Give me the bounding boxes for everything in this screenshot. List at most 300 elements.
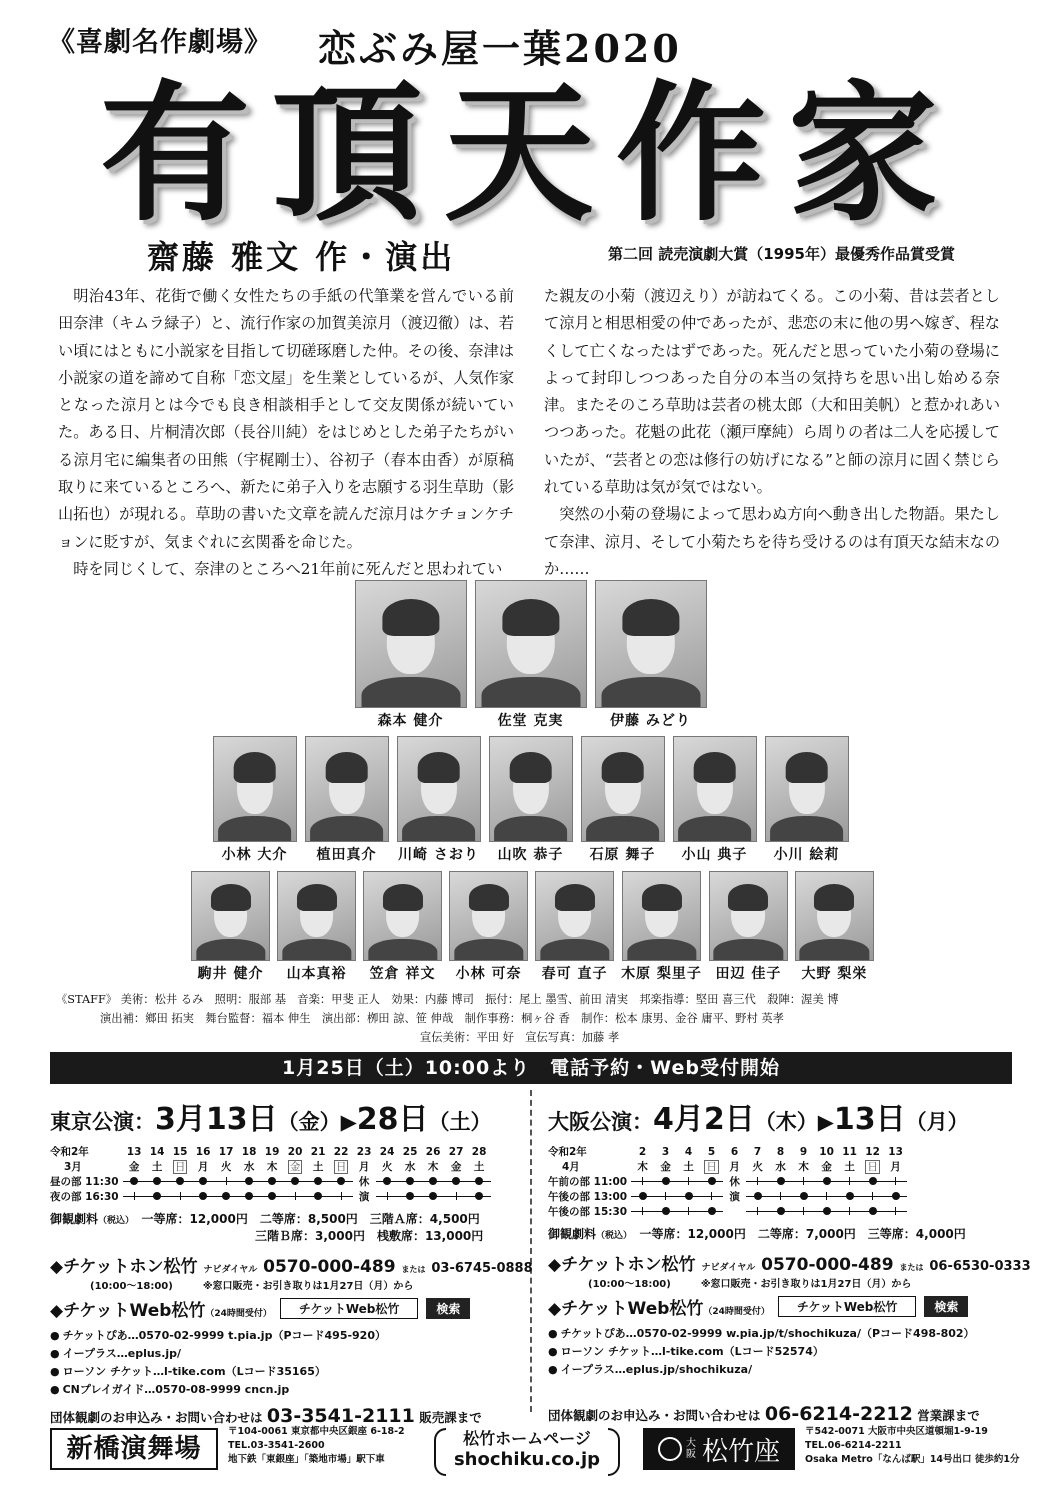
address-line: 〒104-0061 東京都中央区銀座 6-18-2 xyxy=(228,1426,405,1437)
closed-day-label: 休 xyxy=(729,1176,740,1188)
performance-cell xyxy=(376,1174,399,1189)
cast-name: 小林 可奈 xyxy=(455,966,522,982)
performance-cell xyxy=(769,1204,792,1219)
cast-name: 木原 梨里子 xyxy=(621,966,702,982)
start-date: 4月2日 xyxy=(653,1102,755,1137)
performance-cell xyxy=(700,1204,723,1219)
cast-member xyxy=(277,871,356,983)
osaka-run-title xyxy=(548,1094,1018,1138)
performance-cell xyxy=(838,1189,861,1204)
group-number[interactable]: 06-6214-2212 xyxy=(764,1403,913,1425)
cast-member xyxy=(765,736,849,864)
calendar-day: 13 xyxy=(126,1145,142,1158)
staff-line: 演出補：鄉田 拓実 舞台監督：福本 伸生 演出部：栁田 諒、笹 伸哉 制作事務：桐ヶ谷 香 制作：松本 康男、金谷 庸平、野村 英孝 xyxy=(100,1012,784,1025)
start-weekday: （木） xyxy=(754,1110,818,1134)
calendar-day: 22 xyxy=(333,1145,349,1158)
performance-cell xyxy=(169,1189,192,1204)
cast-member xyxy=(581,736,665,864)
start-weekday: （金） xyxy=(277,1110,341,1134)
calendar-day: 26 xyxy=(425,1145,441,1158)
calendar-weekday xyxy=(700,1159,723,1174)
cast-photo xyxy=(191,871,270,961)
cast-name: 佐堂 克実 xyxy=(497,713,564,729)
group-number[interactable]: 03-3541-2111 xyxy=(266,1405,415,1427)
performance-dot xyxy=(337,1177,345,1185)
cast-photo xyxy=(449,871,528,961)
end-date: 28日 xyxy=(356,1102,429,1137)
performance-dot xyxy=(823,1207,831,1215)
synopsis-left-column xyxy=(58,283,514,583)
performance-cell xyxy=(284,1174,307,1189)
cast-name: 植田真介 xyxy=(316,847,377,863)
cast-member xyxy=(213,736,297,864)
no-performance-tick xyxy=(688,1207,689,1215)
cast-name: 大野 梨栄 xyxy=(801,966,868,982)
no-performance-tick xyxy=(803,1207,804,1215)
weekday-label: 土 xyxy=(844,1161,855,1173)
performance-dot xyxy=(662,1207,670,1215)
or-label: または xyxy=(899,1263,924,1272)
venue-label: 東京公演： xyxy=(50,1110,155,1134)
weekday-label: 日 xyxy=(867,1161,878,1173)
performance-cell xyxy=(792,1204,815,1219)
performance-cell xyxy=(307,1174,330,1189)
synopsis-paragraph: 明治43年、花街で働く女性たちの手紙の代筆業を営んでいる前田奈津（キムラ緑子）と、流行作家の加賀美涼月（渡辺徹）は、若い頃にはともに小説家を目指して切磋琢磨した仲。その後、奈津は小説家の道を諦めて自称「恋文屋」を生業としているが、人気作家となった涼月とは今でも良き相談相手として交友関係が続いていた。ある日、片桐清次郎（長谷川純）をはじめとした弟子たちがいる涼月宅に編集者の田熊（宇梶剛士）、谷初子（春本由香）が原稿取りに来ているところへ、新たに弟子入りを志願する羽生草助（影山拓也）が現れる。草助の書いた文章を読んだ涼月はケチョンケチョンに貶すが、気まぐれに玄関番を命じた。 xyxy=(58,287,515,551)
calendar-day: 13 xyxy=(888,1145,903,1158)
calendar-weekday xyxy=(376,1159,399,1174)
osaka-phone-hours xyxy=(548,1275,1018,1290)
series-title: 《喜劇名作劇場》 xyxy=(48,27,272,58)
no-performance-tick xyxy=(642,1177,643,1185)
no-performance-tick xyxy=(456,1192,457,1200)
price-note: （税込） xyxy=(98,1216,130,1226)
cast-photo xyxy=(765,736,849,842)
price-line: 三階Ｂ席：3,000円 桟敷席：13,000円 xyxy=(255,1229,484,1243)
weekday-label: 土 xyxy=(151,1161,163,1173)
performance-cell xyxy=(330,1174,353,1189)
cast-name: 小川 絵莉 xyxy=(773,847,840,863)
performance-cell xyxy=(792,1189,815,1204)
performance-dot xyxy=(777,1207,785,1215)
performance-label: 午後の部 13:00 xyxy=(548,1191,628,1203)
shinbashi-address xyxy=(228,1425,405,1467)
cast-name: 田辺 佳子 xyxy=(715,966,782,982)
calendar-weekday xyxy=(861,1159,884,1174)
price-label: 御観劇料 xyxy=(50,1212,99,1226)
calendar-day: 16 xyxy=(195,1145,211,1158)
cast-photo xyxy=(363,871,442,961)
price-line: 一等席：12,000円 二等席：7,000円 三等席：4,000円 xyxy=(639,1227,966,1241)
main-title: 有頂天作家 xyxy=(99,66,960,242)
performance-cell xyxy=(654,1204,677,1219)
performance-cell xyxy=(677,1174,700,1189)
outlet-item: ● チケットぴあ…0570-02-9999 t.pia.jp（Pコード495-920） xyxy=(50,1327,520,1345)
calendar-day: 23 xyxy=(356,1145,372,1158)
cast-member xyxy=(595,580,707,730)
osaka-prices xyxy=(548,1225,1018,1242)
synopsis-paragraph: 時を同じくして、奈津のところへ21年前に死んだと思われてい xyxy=(73,559,503,578)
weekday-label: 金 xyxy=(289,1161,301,1173)
group-text: 団体観劇のお申込み・お問い合わせは xyxy=(50,1410,263,1425)
performance-cell xyxy=(746,1189,769,1204)
performance-cell xyxy=(723,1204,746,1219)
performance-cell xyxy=(399,1189,422,1204)
calendar-weekday xyxy=(422,1159,445,1174)
performance-cell xyxy=(654,1174,677,1189)
shinbashi-enbujo-logo: 新橋演舞場 xyxy=(50,1428,218,1470)
calendar-day: 20 xyxy=(287,1145,303,1158)
performance-cell xyxy=(838,1204,861,1219)
cast-photo xyxy=(581,736,665,842)
cast-name: 小山 典子 xyxy=(681,847,748,863)
staff-line: 宣伝美術：平田 好 宣伝写真：加藤 孝 xyxy=(420,1031,620,1044)
no-performance-tick xyxy=(665,1192,666,1200)
performance-cell xyxy=(261,1174,284,1189)
performance-cell xyxy=(700,1189,723,1204)
weekday-label: 木 xyxy=(637,1161,648,1173)
tokyo-phone-hours xyxy=(50,1277,520,1292)
cast-photo xyxy=(709,871,788,961)
performance-dot xyxy=(176,1177,184,1185)
performance-dot xyxy=(662,1177,670,1185)
performance-dot xyxy=(153,1177,161,1185)
no-performance-tick xyxy=(780,1192,781,1200)
weekday-label: 火 xyxy=(381,1161,393,1173)
arrow-icon: ▶ xyxy=(340,1110,357,1134)
performance-cell xyxy=(769,1189,792,1204)
performance-cell xyxy=(468,1174,491,1189)
phone-number-alt[interactable]: 06-6530-0333 xyxy=(929,1259,1031,1274)
performance-dot xyxy=(222,1192,230,1200)
osaka-schedule-calendar xyxy=(548,1144,1018,1219)
weekday-label: 月 xyxy=(197,1161,209,1173)
performance-cell xyxy=(769,1174,792,1189)
performance-cell xyxy=(723,1174,746,1189)
price-note: （税込） xyxy=(596,1231,628,1241)
performance-cell xyxy=(422,1174,445,1189)
calendar-month: 3月 xyxy=(64,1161,82,1173)
performance-dot xyxy=(268,1177,276,1185)
performance-dot xyxy=(475,1192,483,1200)
end-date: 13日 xyxy=(833,1102,906,1137)
performance-cell xyxy=(884,1204,907,1219)
cast-photo xyxy=(277,871,356,961)
performance-cell xyxy=(631,1174,654,1189)
weekday-label: 月 xyxy=(890,1161,901,1173)
performance-cell xyxy=(445,1189,468,1204)
weekday-label: 金 xyxy=(660,1161,671,1173)
performance-cell xyxy=(123,1174,146,1189)
no-performance-tick xyxy=(387,1192,388,1200)
cast-member xyxy=(397,736,481,864)
calendar-weekday xyxy=(631,1159,654,1174)
staff-line: 《STAFF》 美術：松井 るみ 照明：服部 基 音楽：甲斐 正人 効果：内藤 博司 振付：尾上 墨雪、前田 清実 邦楽指導：堅田 喜三代 殺陣：渥美 博 xyxy=(56,993,839,1006)
calendar-weekday xyxy=(238,1159,261,1174)
performance-dot xyxy=(153,1192,161,1200)
search-box[interactable]: チケットWeb松竹 xyxy=(280,1298,418,1319)
homepage-link[interactable] xyxy=(434,1426,620,1474)
performance-cell xyxy=(677,1204,700,1219)
calendar-day: 7 xyxy=(753,1145,762,1158)
no-performance-tick xyxy=(134,1192,135,1200)
cast-photo xyxy=(595,580,707,708)
outlet-item: ● イープラス…eplus.jp/shochikuza/ xyxy=(548,1361,1018,1379)
homepage-title: 松竹ホームページ xyxy=(463,1429,591,1448)
cast-row-3 xyxy=(0,871,1061,983)
no-performance-tick xyxy=(180,1192,181,1200)
subtitle: 恋ぶみ屋一葉2020 xyxy=(318,26,682,71)
calendar-day: 6 xyxy=(730,1145,739,1158)
cast-name: 笠倉 祥文 xyxy=(369,966,436,982)
performance-dot xyxy=(406,1177,414,1185)
calendar-year: 令和2年 xyxy=(548,1146,587,1158)
weekday-label: 木 xyxy=(266,1161,278,1173)
performance-dot xyxy=(245,1192,253,1200)
weekday-label: 金 xyxy=(128,1161,140,1173)
calendar-weekday xyxy=(468,1159,491,1174)
calendar-weekday xyxy=(261,1159,284,1174)
calendar-weekday xyxy=(792,1159,815,1174)
cast-photo xyxy=(489,736,573,842)
crest-icon xyxy=(658,1437,682,1461)
address-line: 〒542-0071 大阪市中央区道頓堀1-9-19 xyxy=(805,1426,988,1437)
osaka-shochikuza-logo xyxy=(643,1428,795,1470)
performance-cell xyxy=(146,1189,169,1204)
calendar-weekday xyxy=(146,1159,169,1174)
calendar-day: 12 xyxy=(865,1145,880,1158)
performance-cell xyxy=(215,1189,238,1204)
navi-dial-label: ナビダイヤル xyxy=(701,1263,756,1273)
osaka-venue-block xyxy=(548,1094,1031,1425)
outlet-item: ● イープラス…eplus.jp/ xyxy=(50,1345,520,1363)
performance-dot xyxy=(754,1192,762,1200)
calendar-day: 5 xyxy=(707,1145,716,1158)
phone-hours: (10:00〜18:00) xyxy=(90,1281,173,1292)
navi-dial-label: ナビダイヤル xyxy=(203,1265,258,1275)
no-performance-tick xyxy=(803,1177,804,1185)
performance-label: 昼の部 11:30 xyxy=(50,1176,119,1188)
cast-name: 伊藤 みどり xyxy=(610,713,691,729)
cast-row-lead xyxy=(0,580,1061,730)
performance-cell xyxy=(861,1174,884,1189)
tokyo-phone xyxy=(50,1252,533,1277)
calendar-weekday xyxy=(815,1159,838,1174)
tokyo-run-title xyxy=(50,1094,520,1138)
arrow-icon: ▶ xyxy=(817,1110,834,1134)
homepage-url[interactable]: shochiku.co.jp xyxy=(453,1449,601,1470)
weekday-label: 金 xyxy=(450,1161,462,1173)
cast-member xyxy=(621,871,702,983)
no-performance-tick xyxy=(642,1207,643,1215)
performance-cell xyxy=(261,1189,284,1204)
performance-cell xyxy=(815,1204,838,1219)
performance-dot xyxy=(708,1207,716,1215)
ticket-sale-banner: 1月25日（土）10:00より 電話予約・Web受付開始 xyxy=(50,1052,1012,1084)
address-line: TEL.03-3541-2600 xyxy=(228,1440,325,1451)
performance-cell xyxy=(146,1174,169,1189)
calendar-day: 28 xyxy=(471,1145,487,1158)
performance-cell xyxy=(330,1189,353,1204)
search-button[interactable]: 検索 xyxy=(426,1298,470,1319)
venue-divider xyxy=(530,1090,532,1412)
calendar-year: 令和2年 xyxy=(50,1146,89,1158)
performance-dot xyxy=(130,1177,138,1185)
calendar-day: 18 xyxy=(241,1145,257,1158)
no-performance-tick xyxy=(872,1192,873,1200)
performance-dot xyxy=(429,1177,437,1185)
performance-cell xyxy=(376,1189,399,1204)
phone-note: ※窓口販売・お引き取りは1月27日（月）から xyxy=(202,1281,414,1292)
web-note: （24時間受付） xyxy=(703,1307,770,1317)
no-performance-tick xyxy=(849,1177,850,1185)
performance-cell xyxy=(123,1189,146,1204)
cast-name: 石原 舞子 xyxy=(589,847,656,863)
no-performance-tick xyxy=(895,1207,896,1215)
performance-dot xyxy=(291,1177,299,1185)
performance-dot xyxy=(268,1192,276,1200)
performance-label: 夜の部 16:30 xyxy=(50,1191,119,1203)
cast-name: 森本 健介 xyxy=(377,713,444,729)
closed-day-label: 演 xyxy=(358,1191,370,1203)
search-box[interactable]: チケットWeb松竹 xyxy=(778,1296,916,1317)
performance-cell xyxy=(307,1189,330,1204)
cast-member xyxy=(673,736,757,864)
calendar-day: 2 xyxy=(638,1145,647,1158)
phone-number-alt[interactable]: 03-6745-0888 xyxy=(431,1261,533,1276)
calendar-day: 17 xyxy=(218,1145,234,1158)
performance-cell xyxy=(445,1174,468,1189)
calendar-weekday xyxy=(192,1159,215,1174)
performance-dot xyxy=(199,1177,207,1185)
performance-cell xyxy=(238,1174,261,1189)
cast-member xyxy=(355,580,467,730)
performance-cell xyxy=(238,1189,261,1204)
venue-label: 大阪公演： xyxy=(548,1110,653,1134)
weekday-label: 水 xyxy=(243,1161,255,1173)
performance-cell xyxy=(677,1189,700,1204)
performance-dot xyxy=(383,1177,391,1185)
cast-photo xyxy=(305,736,389,842)
tokyo-prices xyxy=(50,1210,520,1244)
performance-dot xyxy=(429,1192,437,1200)
end-weekday: （土） xyxy=(428,1110,492,1134)
calendar-day: 14 xyxy=(149,1145,165,1158)
performance-cell xyxy=(792,1174,815,1189)
phone-title: ◆チケットホン松竹 xyxy=(548,1255,696,1275)
performance-cell xyxy=(284,1189,307,1204)
calendar-day: 3 xyxy=(661,1145,670,1158)
group-dept: 販売課まで xyxy=(419,1410,482,1425)
performance-cell xyxy=(353,1189,376,1204)
cast-name: 川崎 さおり xyxy=(398,847,479,863)
outlet-item: ● チケットぴあ…0570-02-9999 w.pia.jp/t/shochikuza/（Pコード498-802） xyxy=(548,1325,1018,1343)
no-performance-tick xyxy=(295,1192,296,1200)
calendar-weekday xyxy=(746,1159,769,1174)
outlet-item: ● ローソン チケット…l-tike.com（Lコード52574） xyxy=(548,1343,1018,1361)
cast-name: 山吹 恭子 xyxy=(497,847,564,863)
weekday-label: 火 xyxy=(220,1161,232,1173)
calendar-day: 27 xyxy=(448,1145,464,1158)
weekday-label: 日 xyxy=(174,1161,186,1173)
weekday-label: 木 xyxy=(798,1161,809,1173)
performance-dot xyxy=(452,1177,460,1185)
calendar-weekday xyxy=(284,1159,307,1174)
group-text: 団体観劇のお申込み・お問い合わせは xyxy=(548,1408,761,1423)
cast-photo xyxy=(673,736,757,842)
tokyo-web-ticket xyxy=(50,1296,520,1321)
performance-cell xyxy=(884,1174,907,1189)
synopsis-paragraph: た親友の小菊（渡辺えり）が訪ねてくる。この小菊、昔は芸者として涼月と相思相愛の仲であったが、悲恋の末に他の男へ嫁ぎ、程なくして亡くなったはずであった。死んだと思っていた小菊の登場によって封印しつつあった自分の本当の気持ちを思い出し始める奈津。またそのころ草助は芸者の桃太郎（大和田美帆）と惹かれあいつつあった。花魁の此花（瀬戸摩純）ら周りの者は二人を応援していたが、“芸者との恋は修行の妨げになる”と師の涼月に固く禁じられている草助は気が気ではない。 xyxy=(544,287,1001,497)
weekday-label: 月 xyxy=(729,1161,740,1173)
performance-dot xyxy=(708,1177,716,1185)
osaka-address xyxy=(805,1425,1019,1467)
price-label: 御観劇料 xyxy=(548,1227,597,1241)
performance-cell xyxy=(192,1189,215,1204)
performance-cell xyxy=(192,1174,215,1189)
weekday-label: 水 xyxy=(404,1161,416,1173)
performance-cell xyxy=(700,1174,723,1189)
calendar-day: 25 xyxy=(402,1145,418,1158)
calendar-day: 8 xyxy=(776,1145,785,1158)
cast-name: 春可 直子 xyxy=(541,966,608,982)
performance-dot xyxy=(892,1192,900,1200)
osaka-web-ticket xyxy=(548,1294,1018,1319)
calendar-day: 21 xyxy=(310,1145,326,1158)
calendar-weekday xyxy=(769,1159,792,1174)
synopsis-paragraph: 突然の小菊の登場によって思わぬ方向へ動き出した物語。果たして奈津、涼月、そして小菊たちを待ち受けるのは有頂天な結末なのか…… xyxy=(544,505,1001,578)
cast-member xyxy=(709,871,788,983)
no-performance-tick xyxy=(826,1192,827,1200)
performance-cell xyxy=(723,1189,746,1204)
performance-cell xyxy=(746,1204,769,1219)
calendar-weekday xyxy=(445,1159,468,1174)
cast-member xyxy=(475,580,587,730)
synopsis-right-column xyxy=(544,283,1000,583)
logo-name: 松竹座 xyxy=(701,1436,780,1467)
cast-name: 山本真裕 xyxy=(286,966,347,982)
search-button[interactable]: 検索 xyxy=(924,1296,968,1317)
closed-day-label: 休 xyxy=(358,1176,370,1188)
weekday-label: 水 xyxy=(775,1161,786,1173)
calendar-weekday xyxy=(169,1159,192,1174)
calendar-weekday xyxy=(123,1159,146,1174)
tokyo-schedule-calendar xyxy=(50,1144,520,1204)
performance-dot xyxy=(475,1177,483,1185)
performance-cell xyxy=(861,1189,884,1204)
calendar-weekday xyxy=(677,1159,700,1174)
phone-number[interactable]: 0570-000-489 xyxy=(761,1255,894,1275)
weekday-label: 土 xyxy=(683,1161,694,1173)
calendar-weekday xyxy=(884,1159,907,1174)
phone-number[interactable]: 0570-000-489 xyxy=(263,1257,396,1277)
performance-cell xyxy=(838,1174,861,1189)
performance-cell xyxy=(169,1174,192,1189)
performance-dot xyxy=(869,1207,877,1215)
tokyo-venue-block xyxy=(50,1094,533,1427)
performance-cell xyxy=(399,1174,422,1189)
cast-member xyxy=(489,736,573,864)
cast-member xyxy=(535,871,614,983)
calendar-weekday xyxy=(330,1159,353,1174)
cast-photo xyxy=(535,871,614,961)
web-title: ◆チケットWeb松竹 xyxy=(548,1299,704,1319)
osaka-group-contact xyxy=(548,1403,1018,1425)
weekday-label: 日 xyxy=(706,1161,717,1173)
performance-dot xyxy=(199,1192,207,1200)
phone-title: ◆チケットホン松竹 xyxy=(50,1257,198,1277)
cast-photo xyxy=(397,736,481,842)
no-performance-tick xyxy=(688,1177,689,1185)
